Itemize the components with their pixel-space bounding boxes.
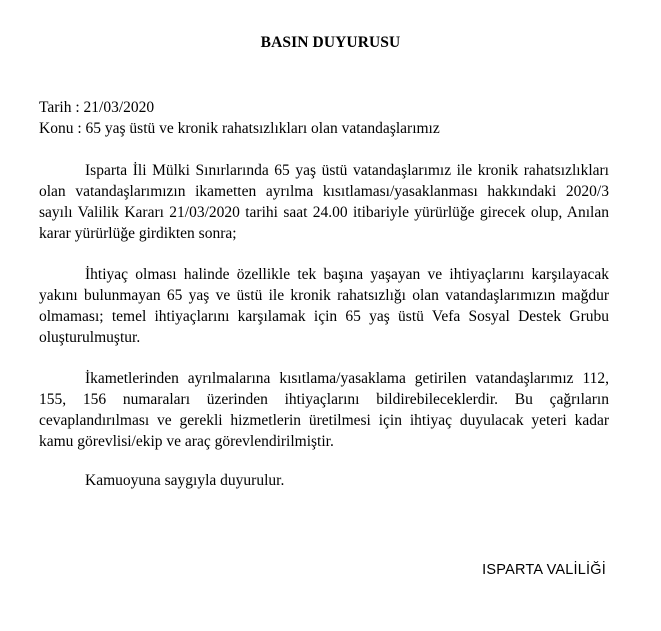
paragraph-text: Isparta İli Mülki Sınırlarında 65 yaş üstü vatandaşlarımız ile kronik rahatsızlıkları olan vatandaşlarımızın ikametten ayrılma kısıtlaması/yasaklanması hakkındaki 2020/3 sayılı Valilik Kararı 21/03/2020 tarihi saat 24.00 itibariyle yürürlüğe girecek olup, Anılan karar yürürlüğe girdikten sonra; bbox=[39, 162, 609, 242]
signature-authority: ISPARTA VALİLİĞİ bbox=[482, 562, 606, 578]
paragraph-text: Kamuoyuna saygıyla duyurulur. bbox=[85, 472, 285, 489]
document-title: BASIN DUYURUSU bbox=[260, 34, 401, 51]
date-line: Tarih : 21/03/2020 bbox=[39, 99, 155, 116]
paragraph-1 bbox=[39, 160, 609, 244]
paragraph-text: İkametlerinden ayrılmalarına kısıtlama/yasaklama getirilen vatandaşlarımız 112, 155, 156 numaraları üzerinden ihtiyaçlarını bildirebileceklerdir. Bu çağrıların cevaplandırılması ve gerekli hizmetlerin üretilmesi için ihtiyaç duyulacak yeteri kadar kamu görevlisi/ekip ve araç görevlendirilmiştir. bbox=[39, 370, 609, 450]
paragraph-4 bbox=[39, 470, 609, 491]
paragraph-2 bbox=[39, 264, 609, 348]
subject-line: Konu : 65 yaş üstü ve kronik rahatsızlıkları olan vatandaşlarımız bbox=[39, 120, 440, 137]
document-meta bbox=[39, 97, 619, 139]
paragraph-text: İhtiyaç olması halinde özellikle tek başına yaşayan ve ihtiyaçlarını karşılayacak yakını bulunmayan 65 yaş ve üstü ile kronik rahatsızlığı olan vatandaşlarımızın mağdur olmaması; temel ihtiyaçlarını karşılamak için 65 yaş üstü Vefa Sosyal Destek Grubu oluşturulmuştur. bbox=[39, 266, 609, 346]
paragraph-3 bbox=[39, 368, 609, 452]
